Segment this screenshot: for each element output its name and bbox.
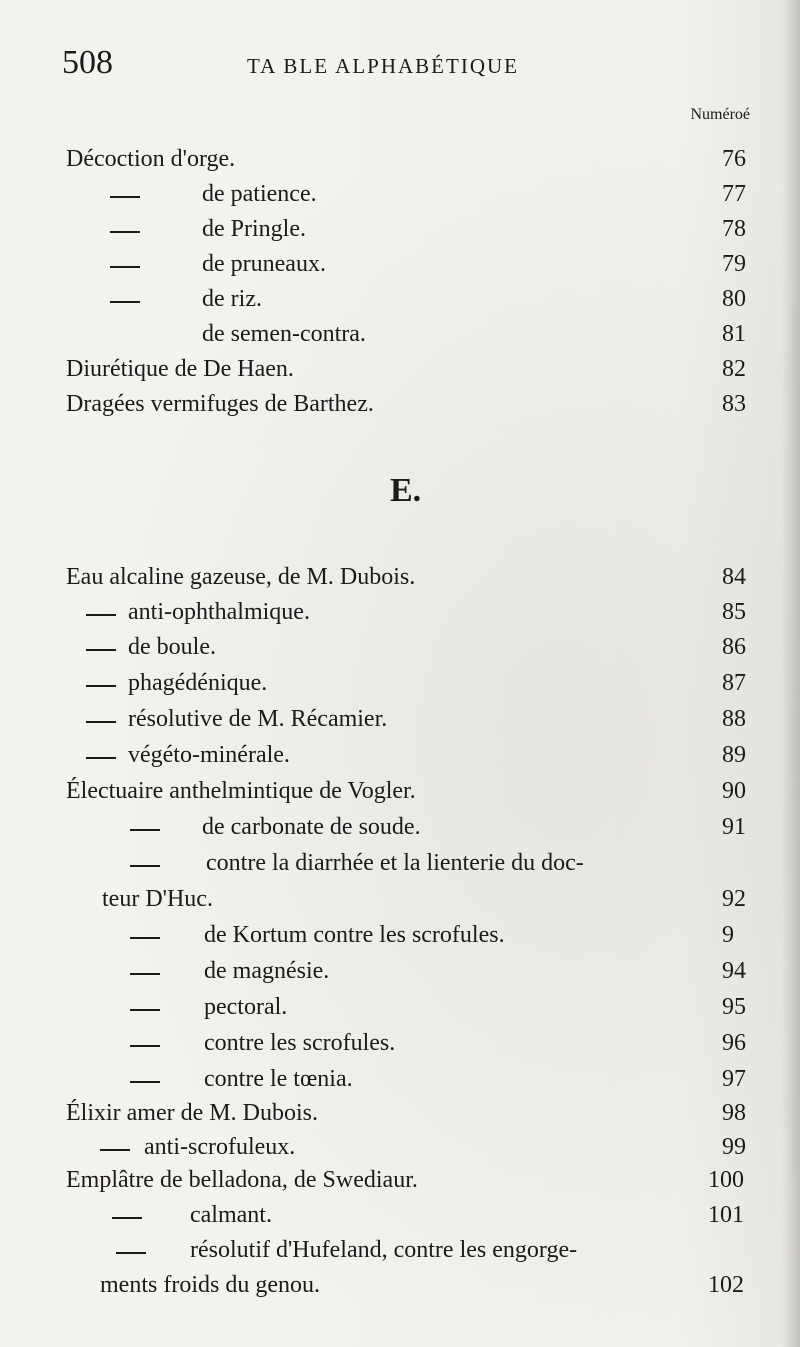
- ditto-dash: [130, 1045, 160, 1047]
- ditto-dash: [110, 266, 140, 268]
- index-entry: [0, 630, 800, 668]
- entry-number: 76: [722, 146, 746, 172]
- index-entry: [0, 1268, 800, 1306]
- index-entry: [0, 1096, 800, 1134]
- ditto-dash: [86, 614, 116, 616]
- entry-text: teur D'Huc.: [102, 886, 213, 912]
- index-entry: [0, 282, 800, 320]
- entry-text: de magnésie.: [204, 958, 330, 984]
- index-entry: [0, 142, 800, 180]
- page-header: [62, 38, 762, 88]
- entry-text: contre les scrofules.: [204, 1030, 396, 1056]
- entry-number: 100: [708, 1167, 744, 1193]
- entry-number: 77: [722, 181, 746, 207]
- entry-number: 89: [722, 742, 746, 768]
- entry-text: contre la diarrhée et la lienterie du doc-: [206, 850, 584, 876]
- ditto-dash: [100, 1149, 130, 1151]
- index-entry: [0, 1233, 800, 1271]
- section-letter: E.: [390, 472, 422, 509]
- index-entry: [0, 560, 800, 598]
- entry-number: 92: [722, 886, 746, 912]
- entry-text: de semen-contra.: [202, 321, 366, 347]
- ditto-dash: [130, 865, 160, 867]
- index-entry: [0, 918, 800, 956]
- entry-text: anti-ophthalmique.: [128, 599, 310, 625]
- entry-text: de Kortum contre les scrofules.: [204, 922, 505, 948]
- entry-text: pectoral.: [204, 994, 288, 1020]
- index-entry: [0, 352, 800, 390]
- entry-number: 85: [722, 599, 746, 625]
- entry-text: Décoction d'orge.: [66, 146, 236, 172]
- entry-number: 91: [722, 814, 746, 840]
- entry-number: 95: [722, 994, 746, 1020]
- entry-text: contre le tœnia.: [204, 1066, 353, 1092]
- entry-number: 88: [722, 706, 746, 732]
- running-title: TA BLE ALPHABÉTIQUE: [247, 54, 519, 78]
- entry-text: Dragées vermifuges de Barthez.: [66, 391, 374, 417]
- entry-text: de patience.: [202, 181, 317, 207]
- index-entry: [0, 846, 800, 884]
- entry-text: de carbonate de soude.: [202, 814, 421, 840]
- entry-number: 84: [722, 564, 746, 590]
- numero-column-label: Numéroé: [690, 106, 750, 123]
- index-entry: [0, 595, 800, 633]
- entry-number: 83: [722, 391, 746, 417]
- entry-text: de riz.: [202, 286, 262, 312]
- index-entry: [0, 387, 800, 425]
- index-entry: [0, 882, 800, 920]
- index-entry: [0, 317, 800, 355]
- entry-text: Diurétique de De Haen.: [66, 356, 294, 382]
- entry-number: 102: [708, 1272, 744, 1298]
- index-entry: [0, 702, 800, 740]
- entry-text: résolutif d'Hufeland, contre les engorge-: [190, 1237, 578, 1263]
- index-entry: [0, 1198, 800, 1236]
- entry-text: phagédénique.: [128, 670, 268, 696]
- entry-number: 101: [708, 1202, 744, 1228]
- page-number: 508: [62, 44, 113, 81]
- index-entry: [0, 1026, 800, 1064]
- entry-number: 98: [722, 1100, 746, 1126]
- ditto-dash: [110, 231, 140, 233]
- ditto-dash: [130, 973, 160, 975]
- entry-number: 82: [722, 356, 746, 382]
- entry-text: de pruneaux.: [202, 251, 326, 277]
- entry-text: Eau alcaline gazeuse, de M. Dubois.: [66, 564, 416, 590]
- entry-number: 86: [722, 634, 746, 660]
- index-entry: [0, 247, 800, 285]
- entry-number: 79: [722, 251, 746, 277]
- ditto-dash: [112, 1217, 142, 1219]
- entry-text: végéto-minérale.: [128, 742, 290, 768]
- entry-text: ments froids du genou.: [100, 1272, 320, 1298]
- index-entry: [0, 990, 800, 1028]
- ditto-dash: [86, 721, 116, 723]
- entry-number: 80: [722, 286, 746, 312]
- ditto-dash: [86, 685, 116, 687]
- ditto-dash: [130, 1009, 160, 1011]
- ditto-dash: [110, 196, 140, 198]
- entry-number: 9: [722, 922, 734, 948]
- entry-text: Emplâtre de belladona, de Swediaur.: [66, 1167, 418, 1193]
- entry-text: Électuaire anthelmintique de Vogler.: [66, 778, 416, 804]
- entry-text: Élixir amer de M. Dubois.: [66, 1100, 318, 1126]
- entry-number: 94: [722, 958, 746, 984]
- entry-number: 96: [722, 1030, 746, 1056]
- index-entry: [0, 810, 800, 848]
- entry-text: résolutive de M. Récamier.: [128, 706, 388, 732]
- entry-text: calmant.: [190, 1202, 272, 1228]
- ditto-dash: [110, 301, 140, 303]
- index-entry: [0, 774, 800, 812]
- ditto-dash: [130, 829, 160, 831]
- entry-text: anti-scrofuleux.: [144, 1134, 296, 1160]
- index-entry: [0, 177, 800, 215]
- entry-number: 97: [722, 1066, 746, 1092]
- ditto-dash: [116, 1252, 146, 1254]
- entry-number: 81: [722, 321, 746, 347]
- ditto-dash: [130, 937, 160, 939]
- index-entry: [0, 212, 800, 250]
- entry-text: de Pringle.: [202, 216, 306, 242]
- entry-number: 87: [722, 670, 746, 696]
- ditto-dash: [130, 1081, 160, 1083]
- entry-text: de boule.: [128, 634, 216, 660]
- entry-number: 78: [722, 216, 746, 242]
- entry-number: 99: [722, 1134, 746, 1160]
- ditto-dash: [86, 757, 116, 759]
- index-entry: [0, 954, 800, 992]
- index-entry: [0, 666, 800, 704]
- entry-number: 90: [722, 778, 746, 804]
- index-entry: [0, 738, 800, 776]
- ditto-dash: [86, 649, 116, 651]
- index-entry: [0, 1062, 800, 1100]
- index-entry: [0, 1163, 800, 1201]
